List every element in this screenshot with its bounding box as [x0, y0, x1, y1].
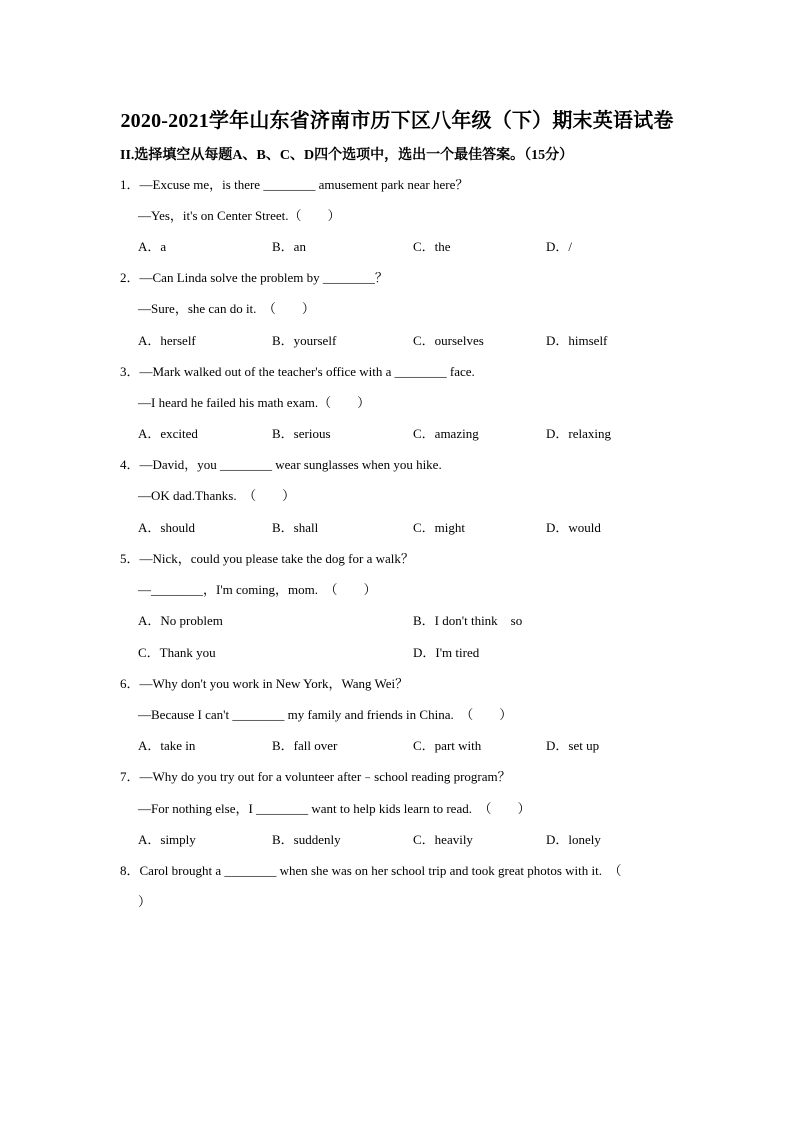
- question-6-option-c: C．part with: [413, 738, 482, 753]
- question-3-reply: —I heard he failed his math exam.（ ）: [138, 395, 371, 410]
- question-3-option-a: A．excited: [138, 426, 198, 441]
- question-7-stem: 7．—Why do you try out for a volunteer after﹣school reading program？: [120, 769, 511, 784]
- question-2-stem: 2．—Can Linda solve the problem by ________？: [120, 270, 388, 285]
- question-5-option-b: B．I don't think so: [413, 613, 523, 628]
- question-4-option-b: B．shall: [272, 520, 319, 535]
- question-1-option-b: B．an: [272, 239, 306, 254]
- question-4-stem: 4．—David，you ________ wear sunglasses when you hike.: [120, 457, 442, 472]
- question-8-stem: 8．Carol brought a ________ when she was on her school trip and took great photos with it. （: [120, 863, 622, 878]
- question-1-stem: 1．—Excuse me，is there ________ amusement park near here？: [120, 177, 469, 192]
- question-7-option-c: C．heavily: [413, 832, 473, 847]
- question-1-option-a: A．a: [138, 239, 167, 254]
- question-1-option-d: D．/: [546, 239, 573, 254]
- question-3-option-c: C．amazing: [413, 426, 479, 441]
- question-6-option-d: D．set up: [546, 738, 600, 753]
- question-5-stem: 5．—Nick，could you please take the dog for a walk？: [120, 551, 414, 566]
- section-heading: II.选择填空从每题A、B、C、D四个选项中，选出一个最佳答案。（15分）: [120, 148, 574, 163]
- question-6-option-a: A．take in: [138, 738, 196, 753]
- question-4-option-d: D．would: [546, 520, 601, 535]
- question-2-option-b: B．yourself: [272, 333, 337, 348]
- question-7-reply: —For nothing else，I ________ want to help kids learn to read. （ ）: [138, 801, 531, 816]
- question-1-option-c: C．the: [413, 239, 451, 254]
- question-3-stem: 3．—Mark walked out of the teacher's office with a ________ face.: [120, 364, 475, 379]
- question-5-option-c: C．Thank you: [138, 645, 216, 660]
- question-2-reply: —Sure，she can do it. （ ）: [138, 301, 315, 316]
- page-title: 2020-2021学年山东省济南市历下区八年级（下）期末英语试卷: [120, 110, 674, 132]
- question-4-option-a: A．should: [138, 520, 196, 535]
- question-5-option-a: A．No problem: [138, 613, 223, 628]
- question-5-reply: —________，I'm coming，mom. （ ）: [138, 582, 377, 597]
- question-8-reply: ）: [138, 894, 152, 909]
- question-7-option-a: A．simply: [138, 832, 196, 847]
- question-7-option-d: D．lonely: [546, 832, 601, 847]
- question-4-option-c: C．might: [413, 520, 466, 535]
- question-6-reply: —Because I can't ________ my family and friends in China. （ ）: [138, 707, 513, 722]
- question-6-option-b: B．fall over: [272, 738, 338, 753]
- question-6-stem: 6．—Why don't you work in New York，Wang Wei？: [120, 676, 409, 691]
- question-2-option-d: D．himself: [546, 333, 608, 348]
- question-2-option-c: C．ourselves: [413, 333, 484, 348]
- question-5-option-d: D．I'm tired: [413, 645, 480, 660]
- question-3-option-d: D．relaxing: [546, 426, 611, 441]
- question-4-reply: —OK dad.Thanks. （ ）: [138, 488, 296, 503]
- question-1-reply: —Yes，it's on Center Street.（ ）: [138, 208, 341, 223]
- question-3-option-b: B．serious: [272, 426, 331, 441]
- question-2-option-a: A．herself: [138, 333, 196, 348]
- question-7-option-b: B．suddenly: [272, 832, 341, 847]
